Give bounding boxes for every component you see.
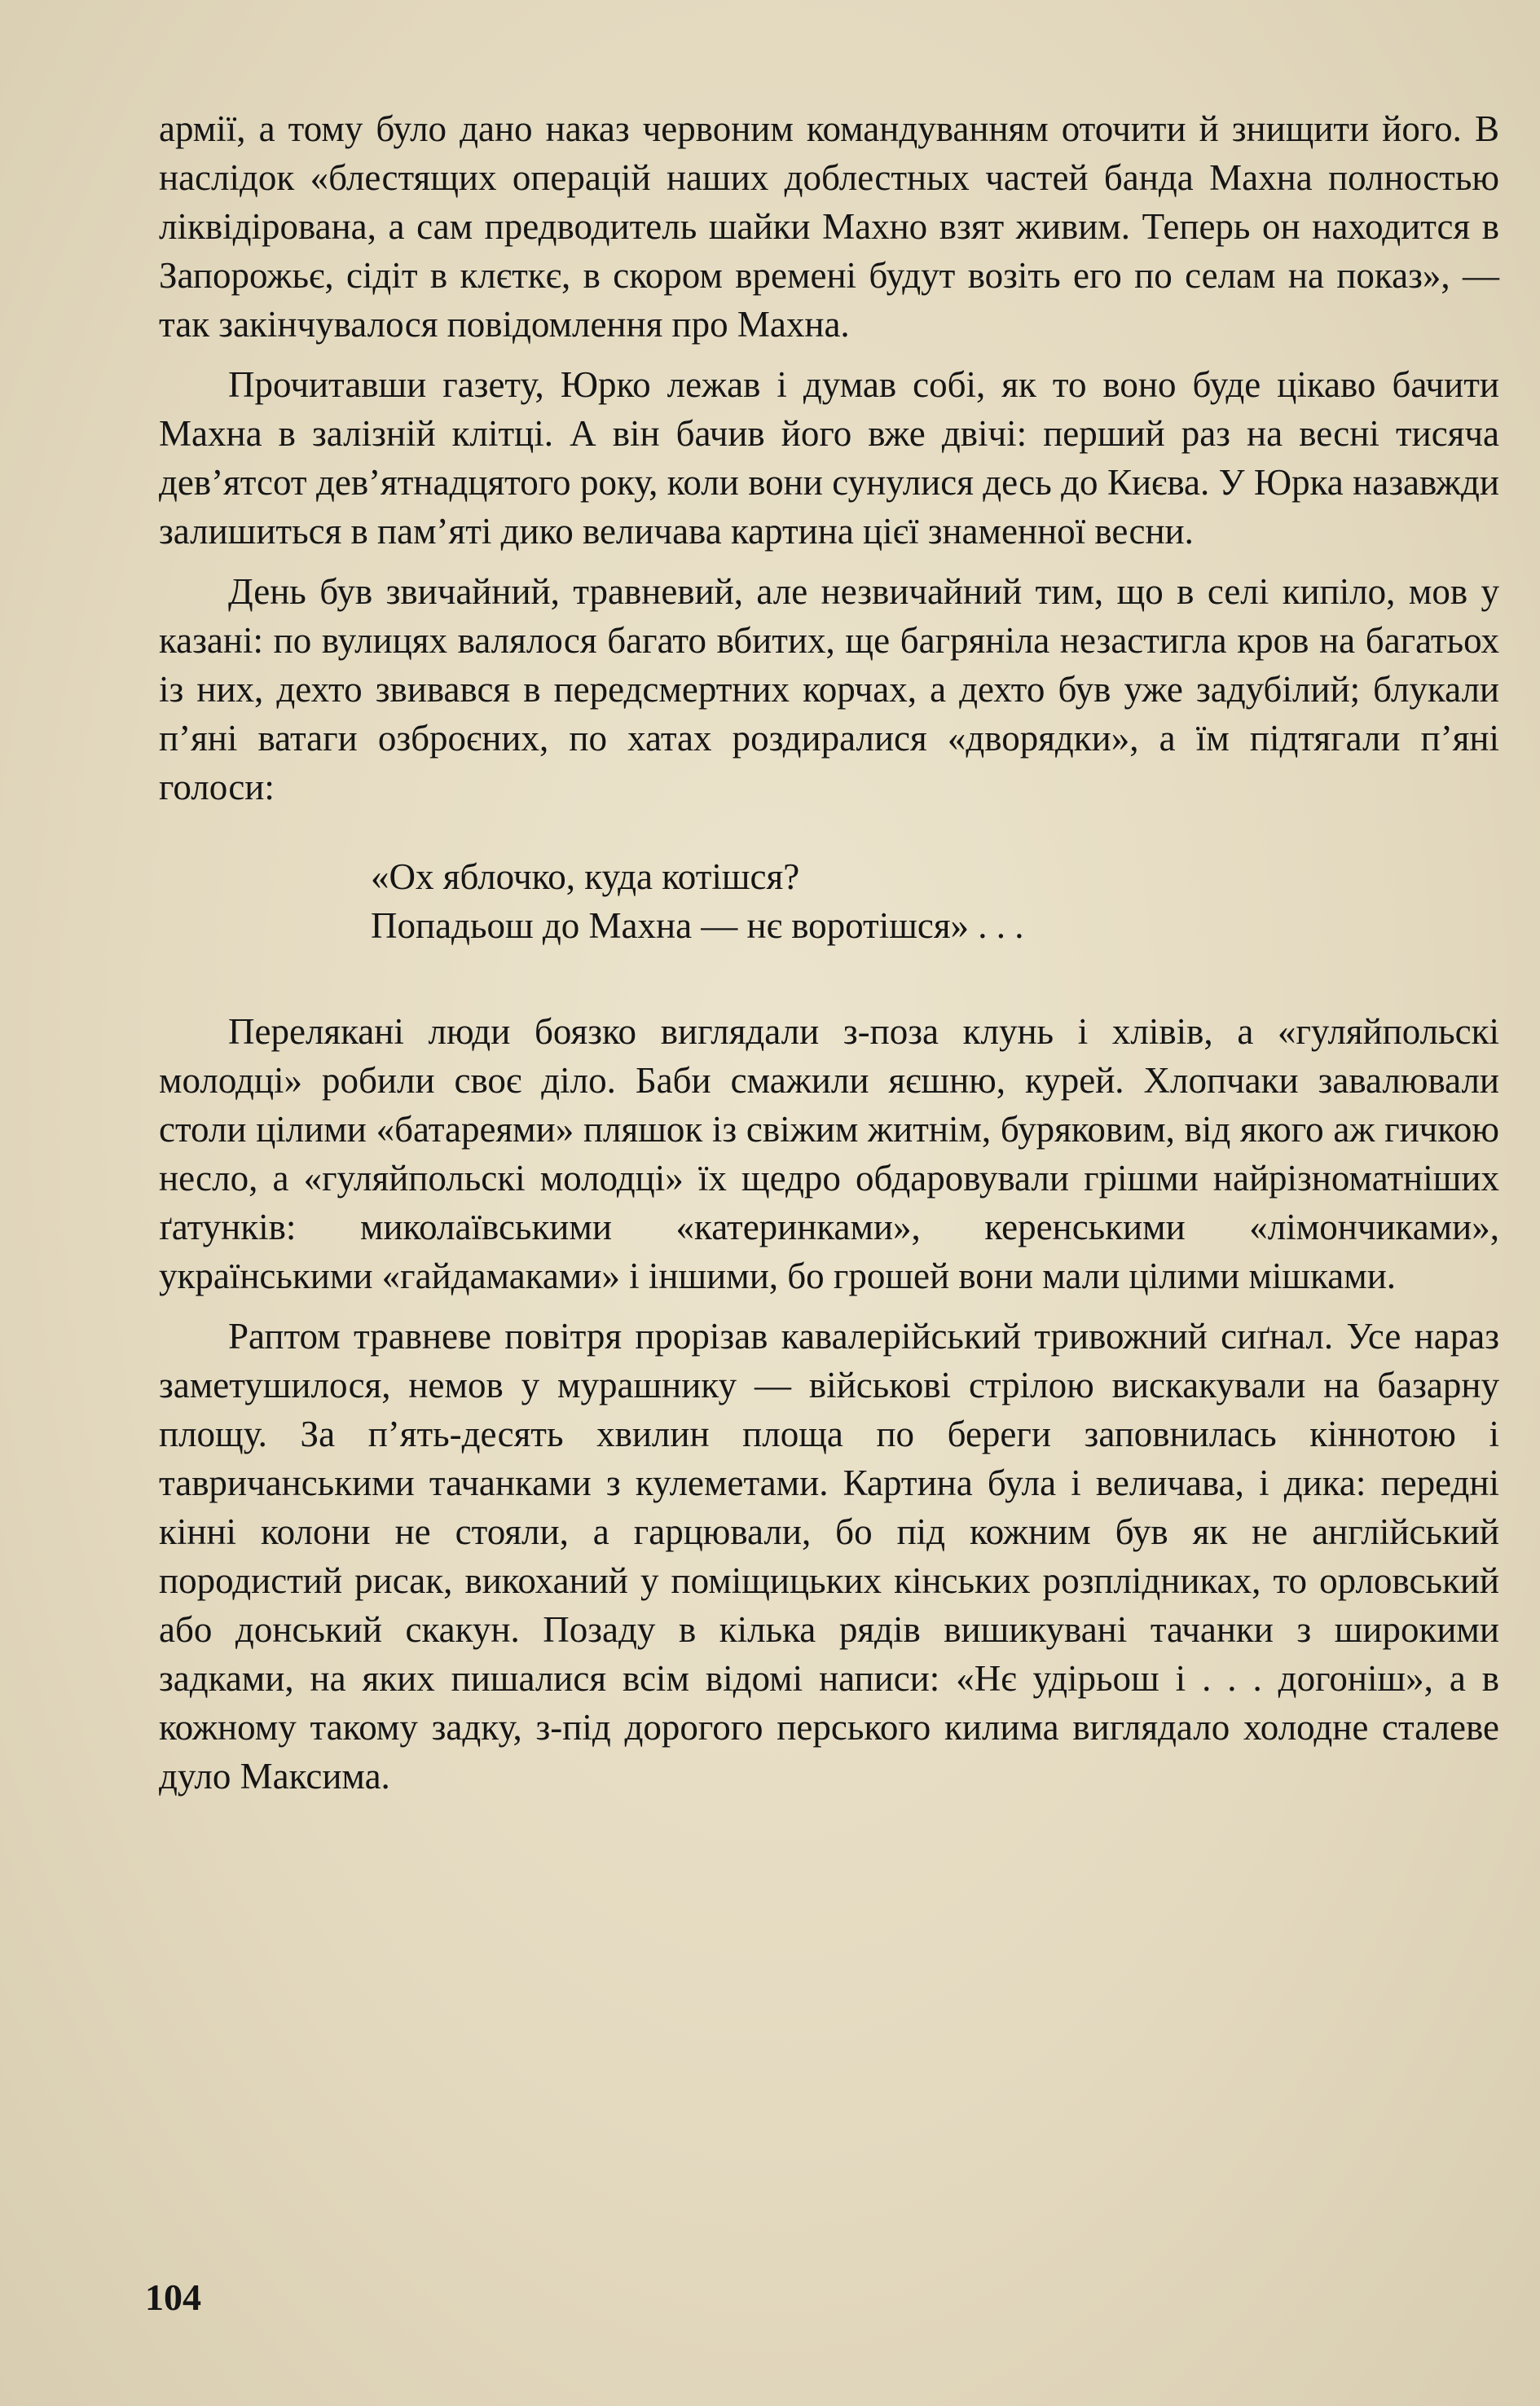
verse-quote xyxy=(371,852,1499,950)
paragraph-2: Прочитавши газету, Юрко лежав і думав собі, як то воно буде цікаво бачити Махна в залізній клітці. А він бачив його вже двічі: перший раз на весні тисяча дев’ятсот дев’ятнадцятого року, коли вони сунулися десь до Києва. У Юрка назавжди залишиться в пам’яті дико величава картина цієї знаменної весни. xyxy=(159,364,1499,552)
verse-line-1: «Ох яблочко, куда котішся? xyxy=(371,856,800,897)
paragraph-1: армії, а тому було дано наказ червоним командуванням оточити й знищити його. В наслідок «блестящих операцій наших доблестных частей банда Махна полностью ліквідірована, а сам предводитель шайки Махно взят живим. Теперь он находится в Запорожьє, сідіт в клєткє, в скором времені будут возіть его по селам на показ», — так закінчувалося повідомлення про Махна. xyxy=(159,108,1499,345)
page-number: 104 xyxy=(145,2276,201,2318)
paragraph-5: Раптом травневе повітря прорізав кавалерійський тривожний сиґнал. Усе нараз заметушилося, немов у мурашнику — військові стрілою вискакували на базарну площу. За п’ять-десять хвилин площа по береги заповнилась кіннотою і тавричанськими тачанками з кулеметами. Картина була і величава, і дика: передні кінні колони не стояли, а гарцювали, бо під кожним був як не англійський породистий рисак, викоханий у поміщицьких кінських розплідниках, то орловський або донський скакун. Позаду в кілька рядів вишикувані тачанки з широкими задками, на яких пишалися всім відомі написи: «Нє удірьош і . . . догоніш», а в кожному такому задку, з-під дорогого перського килима виглядало холодне сталеве дуло Максима. xyxy=(159,1316,1499,1797)
body-text xyxy=(159,104,1499,1801)
verse-line-2: Попадьош до Махна — нє воротішся» . . . xyxy=(371,905,1024,946)
paragraph-3: День був звичайний, травневий, але незвичайний тим, що в селі кипіло, мов у казані: по вулицях валялося багато вбитих, ще багряніла незастигла кров на багатьох із них, дехто звивався в передсмертних корчах, а дехто був уже задубілий; блукали п’яні ватаги озброєних, по хатах роздиралися «дворядки», а їм підтягали п’яні голоси: xyxy=(159,571,1499,807)
paragraph-4: Перелякані люди боязко виглядали з-поза клунь і хлівів, а «гуляйпольскі молодці» робили своє діло. Баби смажили яєшню, курей. Хлопчаки завалювали столи цілими «батареями» пляшок із свіжим житнім, буряковим, від якого аж гичкою несло, а «гуляйпольскі молодці» їх щедро обдаровували грішми найрізноматніших ґатунків: миколаївськими «катеринками», керенськими «лімончиками», українськими «гайдамаками» і іншими, бо грошей вони мали цілими мішками. xyxy=(159,1011,1499,1296)
